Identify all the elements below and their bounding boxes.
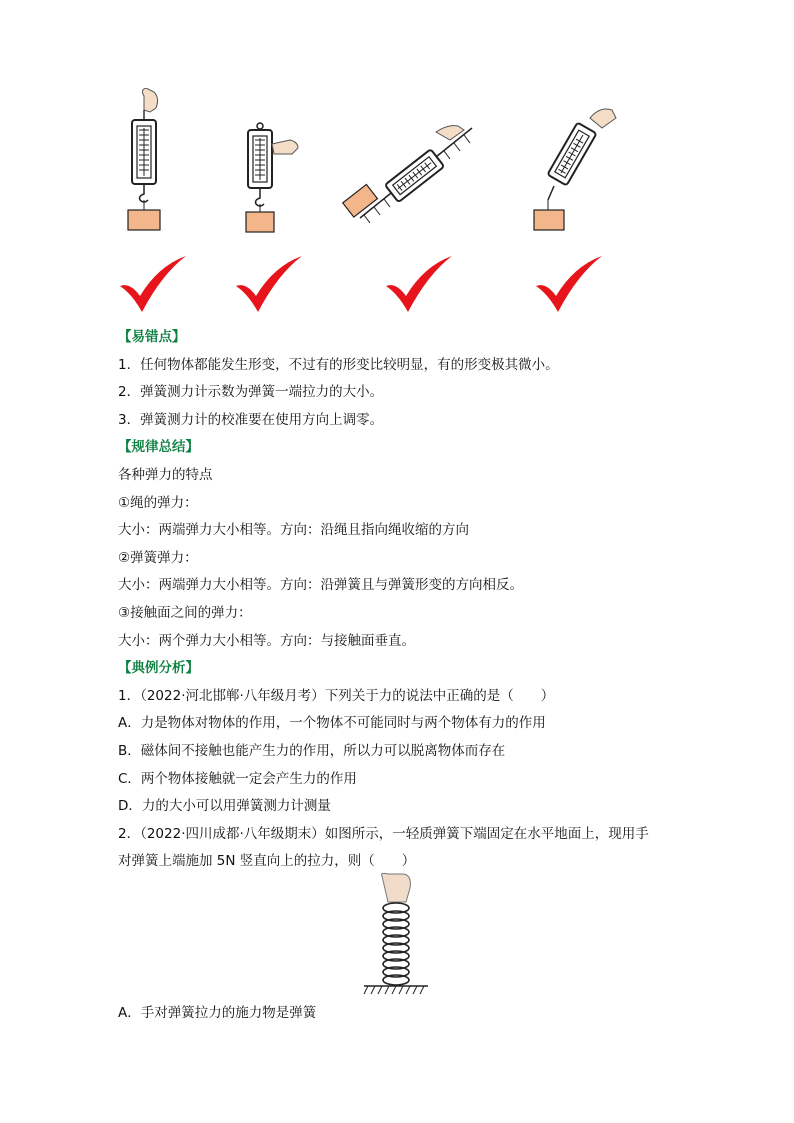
document-text [118, 324, 698, 876]
rule-title: ①绳的弹力： [118, 494, 198, 511]
spring-on-ground-figure [360, 872, 432, 1000]
mistake-item: 3．弹簧测力计的校准要在使用方向上调零。 [118, 411, 384, 428]
question-2-options [118, 1000, 698, 1028]
check-mark-icon [534, 252, 604, 314]
question-1-option: C．两个物体接触就一定会产生力的作用 [118, 770, 357, 787]
inclined-plane-spring-scale-figure [340, 88, 480, 238]
rules-heading: 【规律总结】 [118, 439, 199, 456]
question-1-option: B．磁体间不接触也能产生力的作用，所以力可以脱离物体而存在 [118, 742, 506, 759]
vertical-spring-scale-figure-2 [232, 88, 312, 238]
mistake-item: 1．任何物体都能发生形变，不过有的形变比较明显，有的形变极其微小。 [118, 356, 559, 373]
check-mark-icon [384, 252, 454, 314]
question-2-stem: 2．（2022·四川成都·八年级期末）如图所示，一轻质弹簧下端固定在水平地面上，现用手 [118, 825, 649, 842]
rule-desc: 大小：两个弹力大小相等。方向：与接触面垂直。 [118, 632, 415, 649]
check-marks-row [100, 252, 700, 322]
rule-desc: 大小：两端弹力大小相等。方向：沿绳且指向绳收缩的方向 [118, 522, 469, 539]
spring-scale-figures [100, 88, 700, 238]
question-1-option: D．力的大小可以用弹簧测力计测量 [118, 798, 331, 815]
examples-heading: 【典例分析】 [118, 660, 199, 677]
mistake-item: 2．弹簧测力计示数为弹簧一端拉力的大小。 [118, 384, 384, 401]
rule-title: ②弹簧弹力： [118, 549, 198, 566]
check-mark-icon [118, 252, 188, 314]
rule-title: ③接触面之间的弹力： [118, 604, 252, 621]
rules-intro: 各种弹力的特点 [118, 466, 213, 483]
inclined-spring-scale-figure [520, 88, 620, 238]
rule-desc: 大小：两端弹力大小相等。方向：沿弹簧且与弹簧形变的方向相反。 [118, 577, 523, 594]
vertical-spring-scale-figure-1 [114, 88, 174, 238]
mistakes-heading: 【易错点】 [118, 329, 186, 345]
question-1-stem: 1．（2022·河北邯郸·八年级月考）下列关于力的说法中正确的是（ ） [118, 687, 555, 704]
question-2-stem: 对弹簧上端施加 5N 竖直向上的拉力，则（ ） [118, 853, 416, 870]
question-2-option: A．手对弹簧拉力的施力物是弹簧 [118, 1005, 317, 1021]
check-mark-icon [234, 252, 304, 314]
question-1-option: A．力是物体对物体的作用，一个物体不可能同时与两个物体有力的作用 [118, 715, 546, 732]
